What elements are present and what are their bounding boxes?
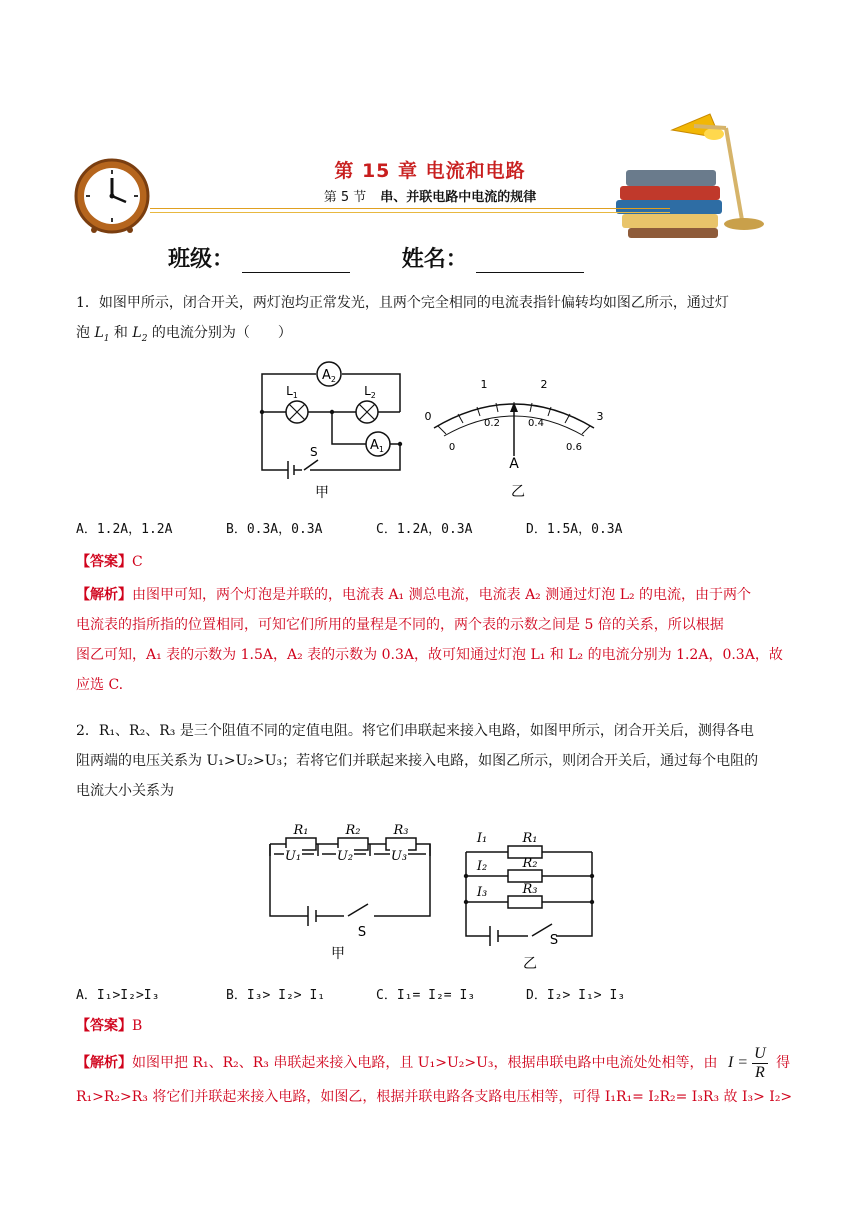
class-blank[interactable] <box>242 250 350 273</box>
q1-analysis-line3: 图乙可知，A₁ 表的示数为 1.5A，A₂ 表的示数为 0.3A，故可知通过灯泡 L₁ 和 L₂ 的电流分别为 1.2A，0.3A，故 <box>76 647 783 663</box>
q1-answer-value: C <box>132 554 143 570</box>
svg-text:S: S <box>310 445 318 459</box>
q1-option-a[interactable]: A．1.2A，1.2A <box>76 522 173 537</box>
svg-text:1: 1 <box>480 378 488 391</box>
svg-text:甲: 甲 <box>331 946 345 962</box>
q1-option-c[interactable]: C．1.2A，0.3A <box>376 522 473 537</box>
q2-answer-tag: 【答案】 <box>76 1018 132 1034</box>
q2-analysis-line1-end: 得 <box>776 1055 791 1071</box>
svg-text:R₂: R₂ <box>522 856 538 871</box>
q1-text-b: 和 <box>109 325 133 341</box>
svg-text:0: 0 <box>448 442 456 453</box>
parallel-r3 <box>508 896 542 908</box>
svg-text:R₂: R₂ <box>345 823 361 838</box>
svg-text:S: S <box>549 933 559 948</box>
svg-text:0.6: 0.6 <box>566 442 582 453</box>
svg-text:L2: $L_2$ <box>364 384 376 400</box>
q1-circuit-diagram <box>252 358 412 500</box>
q1-line2 <box>76 318 796 354</box>
q2-analysis-line1: 如图甲把 R₁、R₂、R₃ 串联起来接入电路，且 U₁>U₂>U₃，根据串联电路中电流处处相等，由 <box>132 1055 718 1071</box>
header-rule-2 <box>150 212 670 213</box>
q1-analysis-line4: 应选 C. <box>76 677 124 693</box>
svg-text:A2: $A_2$ <box>322 368 336 384</box>
svg-text:乙: 乙 <box>523 956 537 972</box>
q2-analysis-tag: 【解析】 <box>76 1055 132 1071</box>
svg-text:R₃: R₃ <box>522 882 538 897</box>
q1-analysis-line2: 电流表的指所指的位置相同，可知它们所用的量程是不同的，两个表的示数之间是 5 倍的关系，所以根据 <box>76 617 724 633</box>
svg-text:I₃: I₃ <box>476 885 488 900</box>
class-label: 班级： <box>168 247 235 272</box>
q2-option-a[interactable]: A．I₁>I₂>I₃ <box>76 988 160 1003</box>
svg-text:0.4: 0.4 <box>528 418 544 429</box>
q2-analysis <box>76 1044 796 1112</box>
svg-text:R₁: R₁ <box>293 823 309 838</box>
parallel-r2 <box>508 870 542 882</box>
header-rule <box>150 208 670 209</box>
q2-option-b[interactable]: B．I₃> I₂> I₁ <box>226 988 326 1003</box>
q2-stem <box>76 716 796 806</box>
q1-line1: 1．如图甲所示，闭合开关，两灯泡均正常发光，且两个完全相同的电流表指针偏转均如图乙所示，通过灯 <box>76 295 729 311</box>
q2-option-d[interactable]: D．I₂> I₁> I₃ <box>526 988 626 1003</box>
section-label: 第 5 节 <box>323 190 367 205</box>
q1-text-a: 泡 <box>76 325 95 341</box>
svg-text:0.2: 0.2 <box>484 418 500 429</box>
svg-text:I₁: I₁ <box>476 831 488 846</box>
svg-text:A: A <box>509 456 519 472</box>
svg-text:L1: $L_1$ <box>286 384 298 400</box>
section-topic: 串、并联电路中电流的规律 <box>380 190 537 205</box>
ohm-law-formula: I = $\frac{U}{R}$ <box>727 1044 766 1081</box>
svg-text:甲: 甲 <box>315 485 329 500</box>
svg-text:乙: 乙 <box>511 484 525 500</box>
svg-text:R₁: R₁ <box>522 831 538 846</box>
q1-analysis-tag: 【解析】 <box>76 587 132 603</box>
q1-option-d[interactable]: D．1.5A，0.3A <box>526 522 623 537</box>
svg-text:I₂: I₂ <box>476 859 488 874</box>
student-info <box>168 242 584 273</box>
svg-text:S: S <box>357 925 367 940</box>
svg-text:A1: $A_1$ <box>370 438 384 454</box>
q2-line2: 阻两端的电压关系为 U₁>U₂>U₃；若将它们并联起来接入电路，如图乙所示，则闭合开关后，通过每个电阻的 <box>76 753 759 769</box>
svg-text:R₃: R₃ <box>393 823 409 838</box>
svg-text:U₃: U₃ <box>390 849 408 864</box>
q1-analysis <box>76 580 796 700</box>
svg-text:3: 3 <box>596 410 604 423</box>
q2-line1: 2．R₁、R₂、R₃ 是三个阻值不同的定值电阻。将它们串联起来接入电路，如图甲所示，闭合开关后，测得各电 <box>76 723 754 739</box>
q1-stem <box>76 288 796 354</box>
q2-answer <box>76 1015 142 1035</box>
svg-text:0: 0 <box>424 410 432 423</box>
q1-l2: $L_2$ <box>132 325 148 344</box>
q1-ammeter-dial <box>414 370 614 500</box>
name-label: 姓名： <box>401 247 468 272</box>
q1-answer-tag: 【答案】 <box>76 554 132 570</box>
q2-answer-value: B <box>132 1018 143 1034</box>
q2-series-circuit <box>262 820 440 970</box>
svg-text:U₁: U₁ <box>284 849 302 864</box>
q1-analysis-line1: 由图甲可知，两个灯泡是并联的，电流表 A₁ 测总电流，电流表 A₂ 测通过灯泡 L₂ 的电流，由于两个 <box>132 587 752 603</box>
section-title <box>0 186 860 205</box>
q2-parallel-circuit <box>456 820 602 972</box>
q2-line3: 电流大小关系为 <box>76 783 174 799</box>
svg-text:2: 2 <box>540 378 548 391</box>
q1-option-b[interactable]: B．0.3A，0.3A <box>226 522 323 537</box>
name-blank[interactable] <box>476 250 584 273</box>
q1-text-c: 的电流分别为（ ） <box>147 325 292 341</box>
q1-answer <box>76 551 143 571</box>
q2-analysis-line2: R₁>R₂>R₃ 将它们并联起来接入电路，如图乙，根据并联电路各支路电压相等，可得 I₁R₁= I₂R₂= I₃R₃ 故 I₃> I₂> <box>76 1089 793 1105</box>
q2-option-c[interactable]: C．I₁= I₂= I₃ <box>376 988 476 1003</box>
svg-text:U₂: U₂ <box>336 849 354 864</box>
q1-l1: $L_1$ <box>94 325 110 344</box>
chapter-title: 第 15 章 电流和电路 <box>334 160 526 182</box>
